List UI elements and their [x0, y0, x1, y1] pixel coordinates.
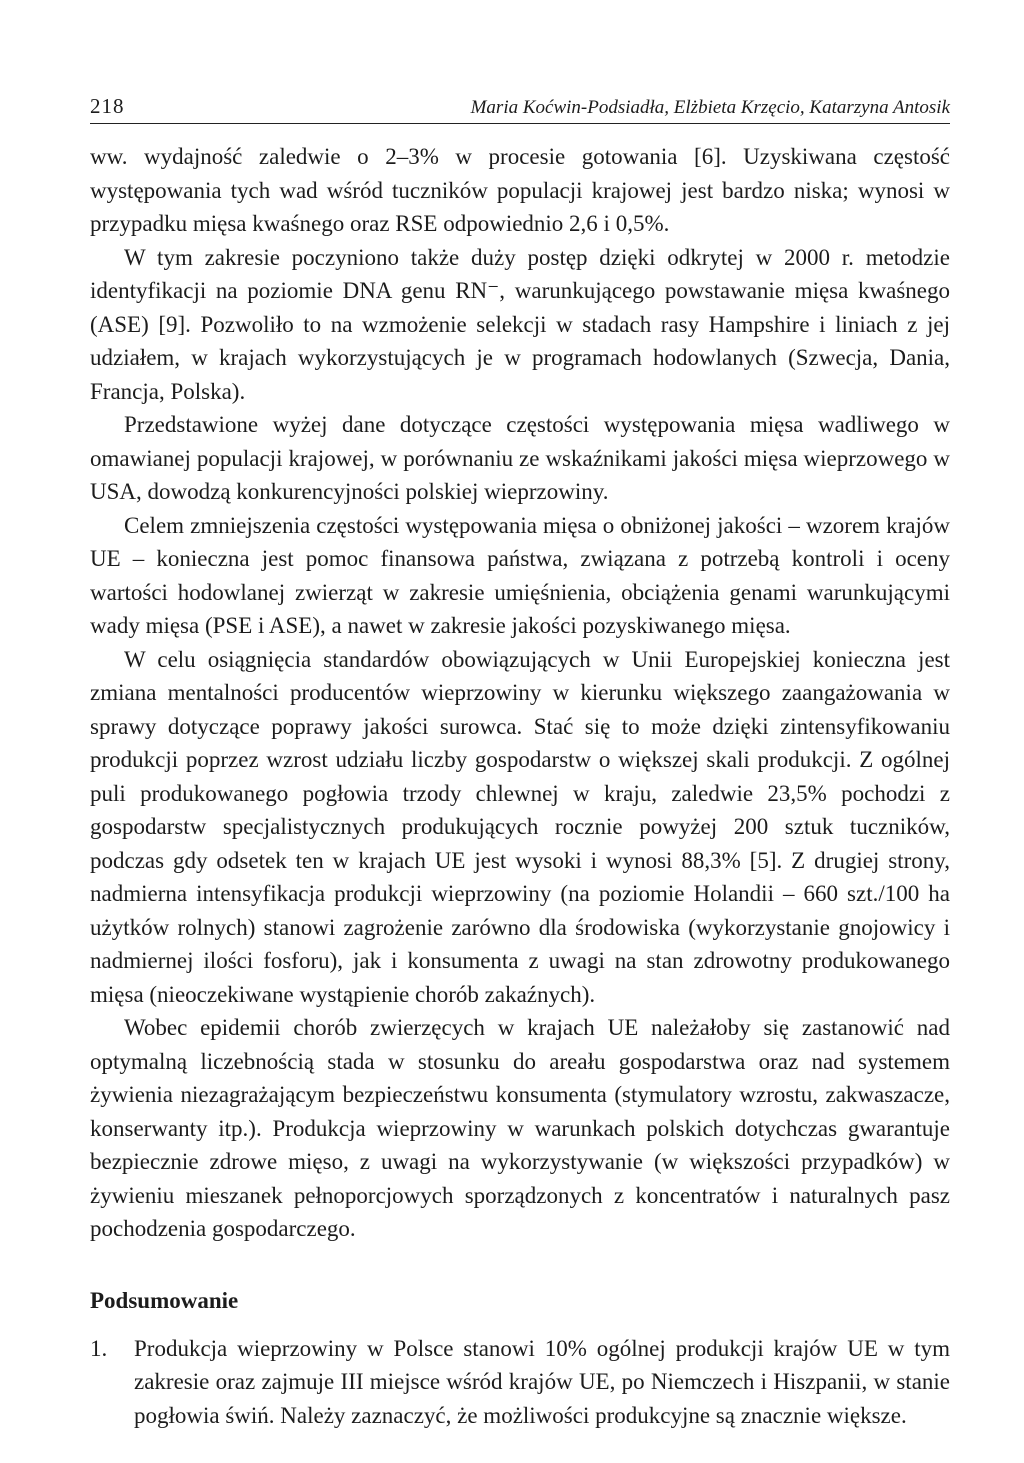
paragraph-1: ww. wydajność zaledwie o 2–3% w procesie gotowania [6]. Uzyskiwana częstość występowania tych wad wśród tuczników populacji krajowej jest bardzo niska; wynosi w przypadku mięsa kwaśnego oraz RSE odpowiednio 2,6 i 0,5%.	[90, 144, 950, 236]
list-item	[90, 1332, 950, 1433]
list-item-number: 1.	[90, 1335, 108, 1361]
paragraph-2: W tym zakresie poczyniono także duży postęp dzięki odkrytej w 2000 r. metodzie identyfikacji na poziomie DNA genu RN⁻, warunkującego powstawanie mięsa kwaśnego (ASE) [9]. Pozwoliło to na wzmożenie selekcji w stadach rasy Hampshire i liniach z jej udziałem, w krajach wykorzystujących je w programach hodowlanych (Szwecja, Dania, Francja, Polska).	[90, 244, 950, 404]
section-heading-summary: Podsumowanie	[90, 1287, 239, 1313]
running-head-authors: Maria Koćwin-Podsiadła, Elżbieta Krzęcio, Katarzyna Antosik	[470, 97, 950, 118]
page-header	[90, 94, 950, 124]
paragraph-5: W celu osiągnięcia standardów obowiązujących w Unii Europejskiej konieczna jest zmiana mentalności producentów wieprzowiny w kierunku większego zaangażowania w sprawy dotyczące poprawy jakości surowca. Stać się to może dzięki zintensyfikowaniu produkcji poprzez wzrost udziału liczby gospodarstw o większej skali produkcji. Z ogólnej puli produkowanego pogłowia trzody chlewnej w kraju, zaledwie 23,5% pochodzi z gospodarstw specjalistycznych produkujących rocznie powyżej 200 sztuk tuczników, podczas gdy odsetek ten w krajach UE jest wysoki i wynosi 88,3% [5]. Z drugiej strony, nadmierna intensyfikacja produkcji wieprzowiny (na poziomie Holandii – 660 szt./100 ha użytków rolnych) stanowi zagrożenie zarówno dla środowiska (wykorzystanie gnojowicy i nadmiernej ilości fosforu), jak i konsumenta z uwagi na stan zdrowotny produkowanego mięsa (nieoczekiwane wystąpienie chorób zakaźnych).	[90, 646, 950, 1007]
list-item-text: Produkcja wieprzowiny w Polsce stanowi 10% ogólnej produkcji krajów UE w tym zakresie oraz zajmuje III miejsce wśród krajów UE, po Niemczech i Hiszpanii, w stanie pogłowia świń. Należy zaznaczyć, że możliwości produkcyjne są znacznie większe.	[134, 1335, 950, 1428]
document-page	[90, 94, 950, 1432]
page-number: 218	[90, 94, 125, 118]
paragraph-3: Przedstawione wyżej dane dotyczące częstości występowania mięsa wadliwego w omawianej populacji krajowej, w porównaniu ze wskaźnikami jakości mięsa wieprzowego w USA, dowodzą konkurencyjności polskiej wieprzowiny.	[90, 412, 950, 504]
paragraph-4: Celem zmniejszenia częstości występowania mięsa o obniżonej jakości – wzorem krajów UE – konieczna jest pomoc finansowa państwa, związana z potrzebą kontroli i oceny wartości hodowlanej zwierząt w zakresie umięśnienia, obciążenia genami warunkującymi wady mięsa (PSE i ASE), a nawet w zakresie jakości pozyskiwanego mięsa.	[90, 512, 950, 638]
summary-list	[90, 1332, 950, 1433]
paragraph-6: Wobec epidemii chorób zwierzęcych w krajach UE należałoby się zastanowić nad optymalną liczebnością stada w stosunku do areału gospodarstwa oraz nad systemem żywienia niezagrażającym bezpieczeństwu konsumenta (stymulatory wzrostu, zakwaszacze, konserwanty itp.). Produkcja wieprzowiny w warunkach polskich dotychczas gwarantuje bezpiecznie zdrowe mięso, z uwagi na wykorzystywanie (w większości przypadków) w żywieniu mieszanek pełnoporcjowych sporządzonych z koncentratów i naturalnych pasz pochodzenia gospodarczego.	[90, 1015, 950, 1241]
body-text	[90, 140, 950, 1246]
